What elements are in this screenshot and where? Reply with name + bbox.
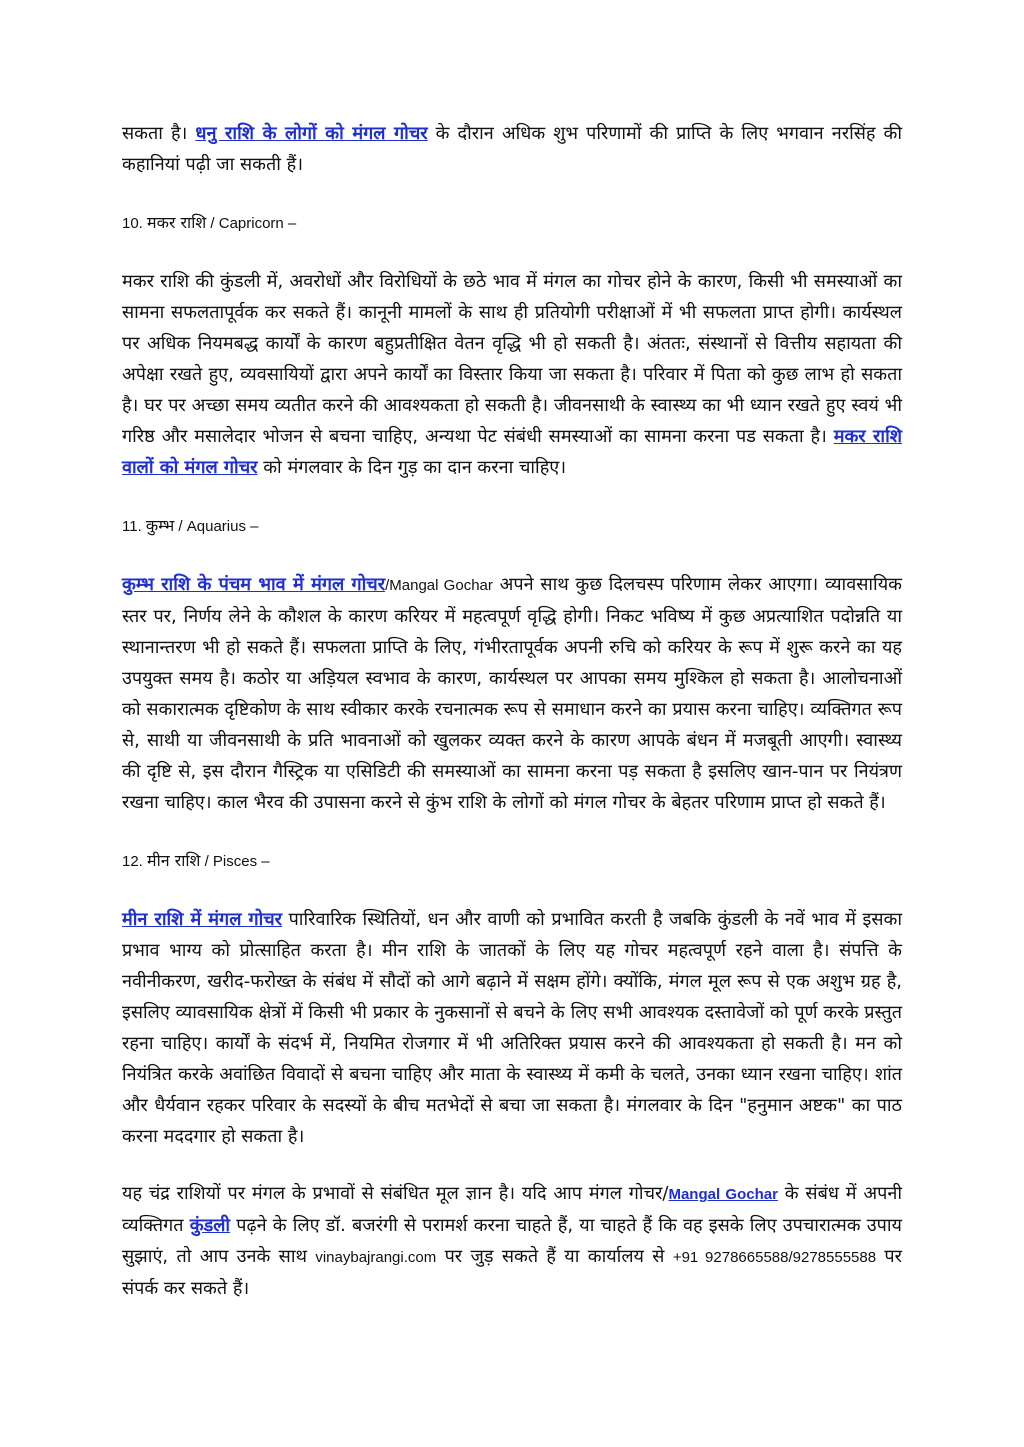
capricorn-text-end: को मंगलवार के दिन गुड़ का दान करना चाहिए।: [257, 457, 567, 478]
mangal-gochar-inline-text: /Mangal Gochar: [385, 577, 493, 594]
closing-paragraph: यह चंद्र राशियों पर मंगल के प्रभावों से संबंधित मूल ज्ञान है। यदि आप मंगल गोचर/Mangal Gochar के संबंध में अपनी व्यक्तिगत कुंडली पढ़ने के लिए डॉ. बजरंगी से परामर्श करना चाहते हैं, या चाहते हैं कि वह इसके लिए उपचारात्मक उपाय सुझाएं, तो आप उनके साथ vinaybajrangi.com पर जुड़ सकते हैं या कार्यालय से +91 9278665588/9278555588 पर संपर्क कर सकते हैं।: [122, 1183, 902, 1299]
mangal-gochar-link[interactable]: Mangal Gochar: [668, 1186, 778, 1203]
kumbh-mangal-gochar-link[interactable]: कुम्भ राशि के पंचम भाव में मंगल गोचर: [122, 574, 386, 595]
aquarius-paragraph: [122, 569, 902, 818]
capricorn-text: मकर राशि की कुंडली में, अवरोधों और विरोधियों के छठे भाव में मंगल का गोचर होने के कारण, किसी भी समस्याओं का सामना सफलतापूर्वक कर सकते हैं। कानूनी मामलों के साथ ही प्रतियोगी परीक्षाओं में भी सफलता प्राप्त होगी। कार्यस्थल पर अधिक नियमबद्ध कार्यों के कारण बहुप्रतीक्षित वेतन वृद्धि भी हो सकती है। अंततः, संस्थानों से वित्तीय सहायता की अपेक्षा रखते हुए, व्यवसायियों द्वारा अपने कार्यों का विस्तार किया जा सकता है। परिवार में पिता को कुछ लाभ हो सकता है। घर पर अच्छा समय व्यतीत करने की आवश्यकता हो सकती है। जीवनसाथी के स्वास्थ्य का भी ध्यान रखते हुए स्वयं भी गरिष्ठ और मसालेदार भोजन से बचना चाहिए, अन्यथा पेट संबंधी समस्याओं का सामना करना पड सकता है।: [122, 271, 902, 447]
aquarius-text: अपने साथ कुछ दिलचस्प परिणाम लेकर आएगा। व्यावसायिक स्तर पर, निर्णय लेने के कौशल के कारण करियर में महत्वपूर्ण वृद्धि होगी। निकट भविष्य में कुछ अप्रत्याशित पदोन्नति या स्थानान्तरण भी हो सकते हैं। सफलता प्राप्ति के लिए, गंभीरतापूर्वक अपनी रुचि को करियर के रूप में शुरू करने का यह उपयुक्त समय है। कठोर या अड़ियल स्वभाव के कारण, कार्यस्थल पर आपका समय मुश्किल हो सकता है। आलोचनाओं को सकारात्मक दृष्टिकोण के साथ स्वीकार करके रचनात्मक रूप से समाधान करने का प्रयास करना चाहिए। व्यक्तिगत रूप से, साथी या जीवनसाथी के प्रति भावनाओं को खुलकर व्यक्त करने के कारण आपके बंधन में मजबूती आएगी। स्वास्थ्य की दृष्टि से, इस दौरान गैस्ट्रिक या एसिडिटी की समस्याओं का सामना करना पड़ सकता है इसलिए खान-पान पर नियंत्रण रखना चाहिए। काल भैरव की उपासना करने से कुंभ राशि के लोगों को मंगल गोचर के बेहतर परिणाम प्राप्त हो सकते हैं।: [122, 574, 902, 813]
document-page: [122, 118, 902, 1304]
pisces-heading: 12. मीन राशि / Pisces –: [122, 851, 270, 870]
aquarius-heading: 11. कुम्भ / Aquarius –: [122, 516, 259, 535]
makar-mangal-gochar-link[interactable]: मकर राशि वालों को मंगल गोचर: [122, 426, 902, 478]
intro-paragraph: [122, 118, 902, 180]
kundli-link[interactable]: कुंडली: [189, 1215, 231, 1236]
pisces-text: पारिवारिक स्थितियों, धन और वाणी को प्रभावित करती है जबकि कुंडली के नवें भाव में इसका प्रभाव भाग्य को प्रोत्साहित करता है। मीन राशि के जातकों के लिए यह गोचर महत्वपूर्ण रहने वाला है। संपत्ति के नवीनीकरण, खरीद-फरोख्त के संबंध में सौदों को आगे बढ़ाने में सक्षम होंगे। क्योंकि, मंगल मूल रूप से एक अशुभ ग्रह है, इसलिए व्यावसायिक क्षेत्रों में किसी भी प्रकार के नुकसानों से बचने के लिए सभी आवश्यक दस्तावेजों को पूर्ण करके प्रस्तुत रहना चाहिए। कार्यों के संदर्भ में, नियमित रोजगार में भी अतिरिक्त प्रयास करने की आवश्यकता हो सकती है। मन को नियंत्रित करके अवांछित विवादों से बचना चाहिए और माता के स्वास्थ्य में कमी के चलते, उनका ध्यान रखना चाहिए। शांत और धैर्यवान रहकर परिवार के सदस्यों के बीच मतभेदों से बचा जा सकता है। मंगलवार के दिन "हनुमान अष्टक" का पाठ करना मददगार हो सकता है।: [122, 909, 902, 1147]
intro-text-end: के दौरान अधिक शुभ परिणामों की प्राप्ति के लिए भगवान नरसिंह की कहानियां पढ़ी जा सकती हैं।: [122, 123, 902, 175]
capricorn-paragraph: [122, 266, 902, 483]
website-text: vinaybajrangi.com: [315, 1249, 437, 1266]
phone-number: +91 9278665588/9278555588: [672, 1249, 877, 1266]
meen-mangal-gochar-link[interactable]: मीन राशि में मंगल गोचर: [122, 909, 283, 930]
dhanu-mangal-gochar-link[interactable]: धनु राशि के लोगों को मंगल गोचर: [195, 123, 428, 144]
capricorn-heading: 10. मकर राशि / Capricorn –: [122, 213, 297, 232]
pisces-paragraph: [122, 904, 902, 1152]
intro-text: सकता है।: [122, 123, 196, 144]
